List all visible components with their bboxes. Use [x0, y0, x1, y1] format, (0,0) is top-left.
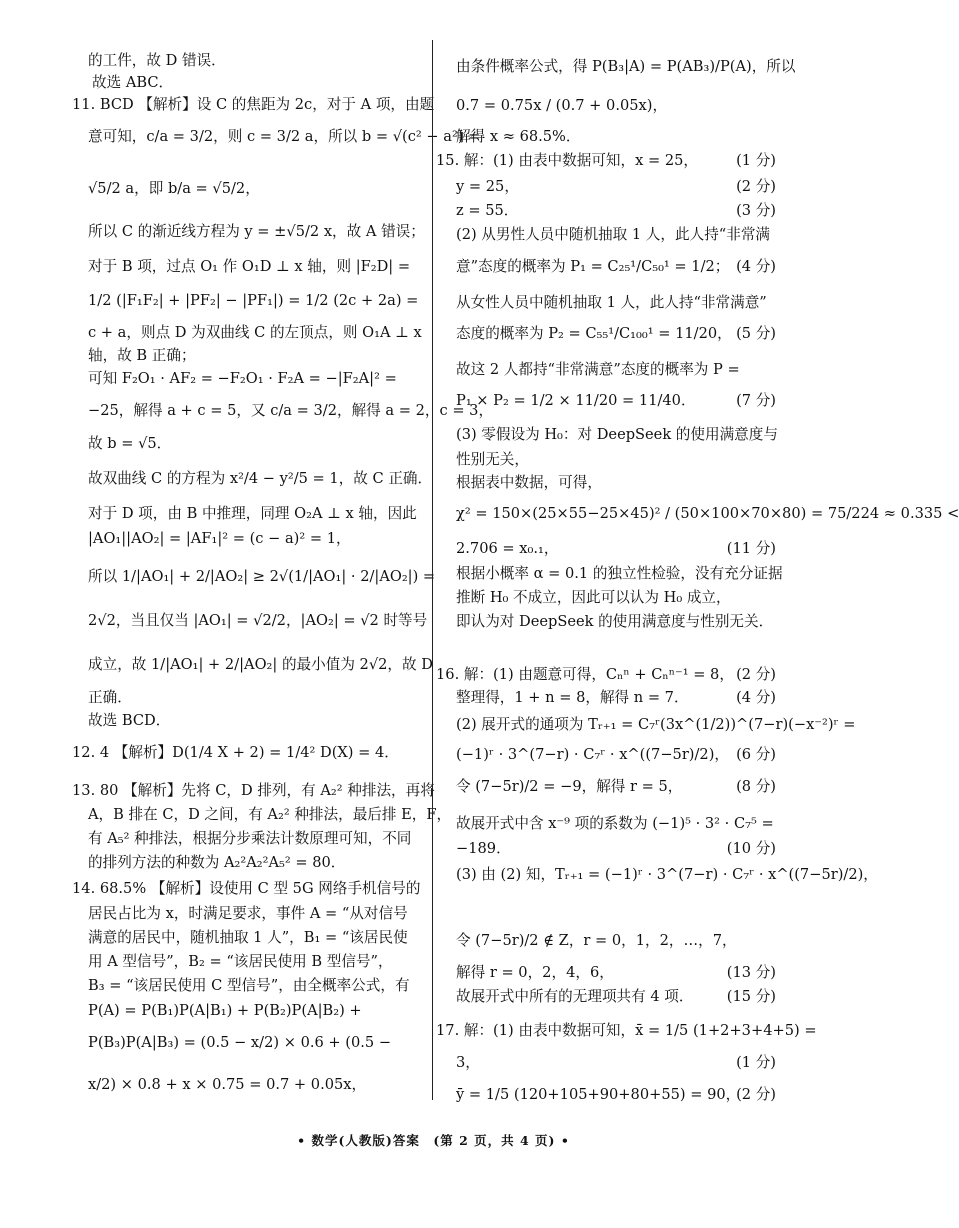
- line-text: (3) 零假设为 H₀：对 DeepSeek 的使用满意度与: [456, 426, 778, 443]
- text-line: [88, 370, 418, 388]
- line-text: 可知 F₂O₁ · AF₂ = −F₂O₁ · F₂A = −|F₂A|² =: [88, 370, 397, 387]
- text-line: [72, 744, 418, 762]
- text-line: [456, 325, 776, 343]
- line-text: z = 55．: [456, 202, 519, 219]
- text-line: [88, 905, 418, 923]
- line-text: 轴，故 B 正确；: [88, 347, 196, 364]
- text-line: [456, 815, 776, 833]
- text-line: [456, 689, 776, 707]
- line-text: 对于 D 项，由 B 中推理，同理 O₂A ⊥ x 轴，因此: [88, 505, 417, 522]
- line-text: (−1)ʳ · 3^(7−r) · C₇ʳ · x^((7−5r)/2)，: [456, 746, 729, 763]
- line-text: 故展开式中含 x⁻⁹ 项的系数为 (−1)⁵ · 3² · C₇⁵ =: [456, 815, 774, 832]
- line-text: 2√2，当且仅当 |AO₁| = √2/2，|AO₂| = √2 时等号: [88, 612, 428, 629]
- text-line: [456, 932, 776, 950]
- line-text: 的排列方法的种数为 A₂²A₂²A₅² = 80．: [88, 854, 346, 871]
- text-line: [456, 426, 776, 444]
- line-text: P(A) = P(B₁)P(A|B₁) + P(B₂)P(A|B₂) +: [88, 1002, 362, 1019]
- line-text: 14. 68.5% 【解析】设使用 C 型 5G 网络手机信号的: [72, 880, 421, 897]
- line-text: c + a，则点 D 为双曲线 C 的左顶点，则 O₁A ⊥ x: [88, 324, 422, 341]
- text-line: [456, 1054, 776, 1072]
- line-text: A，B 排在 C，D 之间，有 A₂² 种排法，最后排 E，F，: [88, 806, 452, 823]
- line-text: −25，解得 a + c = 5，又 c/a = 3/2，解得 a = 2，c = 3，: [88, 402, 494, 419]
- text-line: [88, 402, 494, 420]
- line-text: 11. BCD 【解析】设 C 的焦距为 2c，对于 A 项，由题: [72, 96, 435, 113]
- line-text: 17. 解：(1) 由表中数据可知，x̄ = 1/5 (1+2+3+4+5) =: [436, 1022, 817, 1039]
- text-line: [456, 565, 783, 583]
- text-line: [88, 180, 418, 198]
- line-text: 根据表中数据，可得，: [456, 474, 602, 491]
- text-line: [88, 953, 418, 971]
- line-text: 整理得，1 + n = 8，解得 n = 7．: [456, 689, 689, 706]
- text-line: [88, 1034, 418, 1052]
- line-text: (2) 从男性人员中随机抽取 1 人，此人持“非常满: [456, 226, 771, 243]
- text-line: [456, 178, 776, 196]
- text-line: [88, 128, 481, 146]
- text-line: [88, 854, 418, 872]
- text-line: [88, 1002, 418, 1020]
- line-text: 16. 解：(1) 由题意可得，Cₙⁿ + Cₙⁿ⁻¹ = 8，: [436, 666, 734, 683]
- text-line: [88, 470, 433, 488]
- text-line: [92, 74, 418, 92]
- line-text: 12. 4 【解析】D(1/4 X + 2) = 1/4² D(X) = 4．: [72, 744, 399, 761]
- text-line: [88, 505, 418, 523]
- line-text: 3，: [456, 1054, 480, 1071]
- score-points: (7 分): [736, 392, 776, 409]
- text-line: [456, 840, 776, 858]
- text-line: [88, 347, 418, 365]
- text-line: [72, 880, 421, 898]
- text-line: [456, 474, 776, 492]
- text-line: [456, 392, 776, 410]
- text-line: [88, 52, 418, 70]
- line-text: y = 25，: [456, 178, 519, 195]
- text-line: [88, 712, 418, 730]
- text-line: [88, 929, 418, 947]
- line-text: 解得 x ≈ 68.5%．: [456, 128, 581, 145]
- text-line: [456, 505, 959, 523]
- score-points: (2 分): [736, 1086, 776, 1103]
- line-text: 故展开式中所有的无理项共有 4 项．: [456, 988, 694, 1005]
- line-text: 15. 解：(1) 由表中数据可知，x = 25，: [436, 152, 698, 169]
- text-line: [456, 97, 776, 115]
- text-line: [88, 223, 425, 241]
- text-line: [88, 977, 418, 995]
- line-text: χ² = 150×(25×55−25×45)² / (50×100×70×80) = 75/224 ≈ 0.335 <: [456, 505, 959, 522]
- text-line: [456, 361, 776, 379]
- line-text: 所以 C 的渐近线方程为 y = ±√5/2 x，故 A 错误；: [88, 223, 425, 240]
- line-text: √5/2 a，即 b/a = √5/2，: [88, 180, 260, 197]
- text-line: [456, 258, 776, 276]
- page-footer: • 数学(人教版)答案 (第 2 页，共 4 页) •: [297, 1133, 570, 1148]
- text-line: [88, 258, 418, 276]
- text-line: [456, 746, 776, 764]
- line-text: 意可知，c/a = 3/2，则 c = 3/2 a，所以 b = √(c² − a²) =: [88, 128, 481, 145]
- text-line: [456, 716, 856, 734]
- line-text: 正确．: [88, 689, 132, 706]
- text-line: [436, 152, 776, 170]
- line-text: 所以 1/|AO₁| + 2/|AO₂| ≥ 2√(1/|AO₁| · 2/|AO₂|) =: [88, 568, 436, 585]
- line-text: 故选 BCD．: [88, 712, 171, 729]
- text-line: [436, 1022, 817, 1040]
- score-points: (2 分): [736, 178, 776, 195]
- text-line: [456, 964, 776, 982]
- line-text: 根据小概率 α = 0.1 的独立性检验，没有充分证据: [456, 565, 783, 582]
- line-text: −189．: [456, 840, 511, 857]
- text-line: [456, 1086, 776, 1104]
- line-text: 性别无关，: [456, 451, 529, 468]
- line-text: 居民占比为 x，时满足要求，事件 A = “从对信号: [88, 905, 408, 922]
- text-line: [456, 866, 878, 884]
- text-line: [456, 613, 776, 631]
- line-text: 故双曲线 C 的方程为 x²/4 − y²/5 = 1，故 C 正确．: [88, 470, 433, 487]
- column-divider: [432, 40, 433, 1100]
- right-column: [436, 40, 959, 1103]
- line-text: ȳ = 1/5 (120+105+90+80+55) = 90，: [456, 1086, 741, 1103]
- score-points: (13 分): [726, 964, 776, 981]
- line-text: 2.706 = x₀.₁，: [456, 540, 559, 557]
- line-text: 的工件，故 D 错误．: [88, 52, 226, 69]
- text-line: [88, 1076, 418, 1094]
- text-line: [88, 292, 418, 310]
- line-text: 对于 B 项，过点 O₁ 作 O₁D ⊥ x 轴，则 |F₂D| =: [88, 258, 411, 275]
- score-points: (15 分): [726, 988, 776, 1005]
- score-points: (8 分): [736, 778, 776, 795]
- line-text: 推断 H₀ 不成立，因此可以认为 H₀ 成立，: [456, 589, 731, 606]
- text-line: [456, 294, 776, 312]
- score-points: (5 分): [736, 325, 776, 342]
- text-line: [88, 612, 428, 630]
- text-line: [456, 778, 776, 796]
- line-text: 从女性人员中随机抽取 1 人，此人持“非常满意”: [456, 294, 767, 311]
- text-line: [88, 830, 418, 848]
- line-text: x/2) × 0.8 + x × 0.75 = 0.7 + 0.05x，: [88, 1076, 367, 1093]
- text-line: [88, 435, 418, 453]
- line-text: 用 A 型信号”，B₂ = “该居民使用 B 型信号”，: [88, 953, 393, 970]
- line-text: 故选 ABC．: [92, 74, 174, 91]
- score-points: (4 分): [736, 258, 776, 275]
- text-line: [72, 782, 435, 800]
- text-line: [88, 689, 418, 707]
- line-text: |AO₁||AO₂| = |AF₁|² = (c − a)² = 1，: [88, 530, 351, 547]
- text-line: [456, 202, 776, 220]
- text-line: [456, 128, 776, 146]
- score-points: (2 分): [736, 666, 776, 683]
- text-line: [88, 806, 452, 824]
- text-line: [88, 324, 422, 342]
- line-text: 13. 80 【解析】先将 C，D 排列，有 A₂² 种排法，再将: [72, 782, 435, 799]
- line-text: 令 (7−5r)/2 = −9，解得 r = 5，: [456, 778, 683, 795]
- score-points: (1 分): [736, 152, 776, 169]
- text-line: [88, 530, 418, 548]
- text-line: [456, 226, 776, 244]
- text-line: [72, 96, 435, 114]
- line-text: 意”态度的概率为 P₁ = C₂₅¹/C₅₀¹ = 1/2；: [456, 258, 730, 275]
- line-text: 态度的概率为 P₂ = C₅₅¹/C₁₀₀¹ = 11/20，: [456, 325, 732, 342]
- score-points: (10 分): [726, 840, 776, 857]
- text-line: [88, 568, 436, 586]
- line-text: 成立，故 1/|AO₁| + 2/|AO₂| 的最小值为 2√2，故 D: [88, 656, 433, 673]
- text-line: [456, 589, 776, 607]
- line-text: 1/2 (|F₁F₂| + |PF₂| − |PF₁|) = 1/2 (2c + 2a) =: [88, 292, 419, 309]
- text-line: [456, 58, 796, 76]
- line-text: (2) 展开式的通项为 Tᵣ₊₁ = C₇ʳ(3x^(1/2))^(7−r)(−x⁻²)ʳ =: [456, 716, 856, 733]
- text-line: [456, 988, 776, 1006]
- line-text: 0.7 = 0.75x / (0.7 + 0.05x)，: [456, 97, 668, 114]
- text-line: [88, 656, 433, 674]
- score-points: (3 分): [736, 202, 776, 219]
- text-line: [456, 451, 776, 469]
- score-points: (11 分): [726, 540, 776, 557]
- line-text: 满意的居民中，随机抽取 1 人”，B₁ = “该居民使: [88, 929, 408, 946]
- text-line: [456, 540, 776, 558]
- line-text: 故 b = √5．: [88, 435, 172, 452]
- score-points: (6 分): [736, 746, 776, 763]
- score-points: (1 分): [736, 1054, 776, 1071]
- line-text: 令 (7−5r)/2 ∉ Z，r = 0，1，2，…，7，: [456, 932, 737, 949]
- line-text: 即认为对 DeepSeek 的使用满意度与性别无关．: [456, 613, 774, 630]
- line-text: B₃ = “该居民使用 C 型信号”，由全概率公式，有: [88, 977, 410, 994]
- score-points: (4 分): [736, 689, 776, 706]
- line-text: P(B₃)P(A|B₃) = (0.5 − x/2) × 0.6 + (0.5 −: [88, 1034, 392, 1051]
- text-line: [436, 666, 776, 684]
- line-text: 故这 2 人都持“非常满意”态度的概率为 P =: [456, 361, 740, 378]
- line-text: (3) 由 (2) 知，Tᵣ₊₁ = (−1)ʳ · 3^(7−r) · C₇ʳ · x^((7−5r)/2)，: [456, 866, 878, 883]
- line-text: 解得 r = 0，2，4，6，: [456, 964, 614, 981]
- line-text: 有 A₅² 种排法，根据分步乘法计数原理可知，不同: [88, 830, 412, 847]
- line-text: 由条件概率公式，得 P(B₃|A) = P(AB₃)/P(A)，所以: [456, 58, 796, 75]
- line-text: P₁ × P₂ = 1/2 × 11/20 = 11/40．: [456, 392, 696, 409]
